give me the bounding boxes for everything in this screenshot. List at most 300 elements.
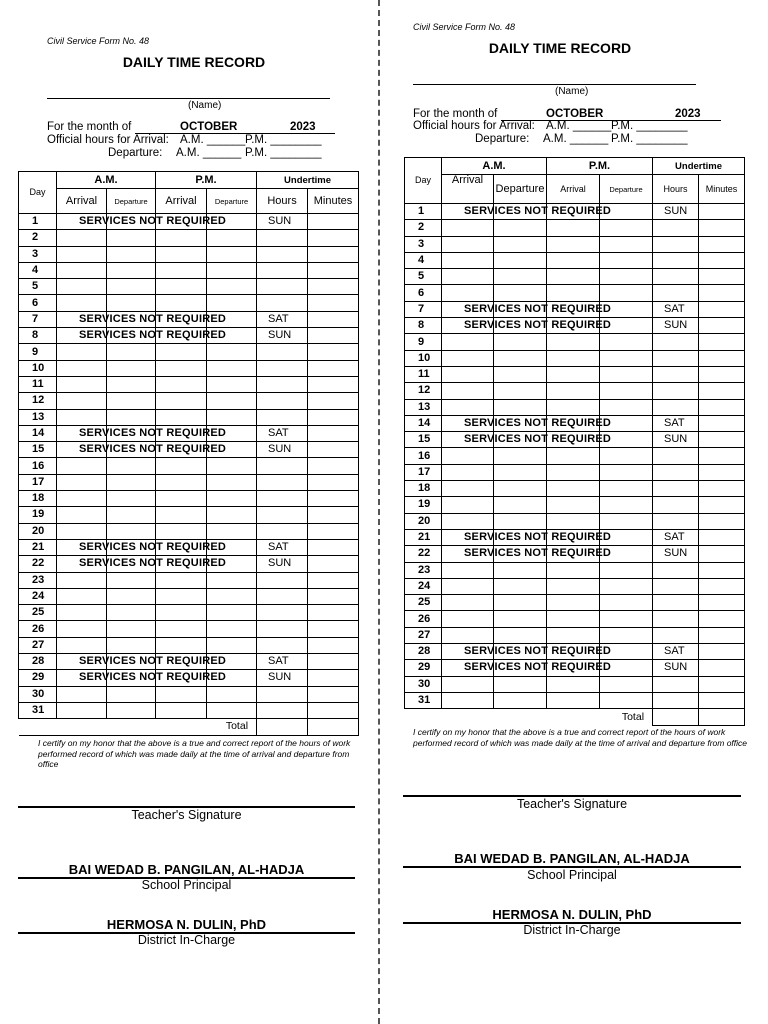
pm-header: P.M.	[156, 172, 257, 189]
am-arrival-cell	[57, 262, 107, 278]
total-hours-cell	[257, 719, 308, 735]
am-departure-cell	[107, 279, 156, 295]
departure-am-field: A.M. ______	[543, 133, 609, 145]
pm-arrival-cell	[547, 644, 600, 660]
pm-arrival-cell	[547, 252, 600, 268]
weekend-mark: SAT	[257, 654, 308, 670]
pm-departure-cell	[207, 262, 257, 278]
am-departure-cell	[494, 627, 547, 643]
pm-departure-cell	[600, 383, 653, 399]
day-row	[405, 350, 745, 366]
pm-arrival-cell	[156, 214, 207, 230]
day-row	[19, 279, 359, 295]
pm-arrival-cell	[156, 425, 207, 441]
am-departure-cell	[107, 654, 156, 670]
pm-arrival-cell	[156, 670, 207, 686]
minutes-cell	[308, 637, 359, 653]
pm-departure-cell	[207, 556, 257, 572]
day-row	[19, 686, 359, 702]
minutes-cell	[308, 491, 359, 507]
pm-departure-cell	[600, 399, 653, 415]
pm-arrival-cell	[547, 660, 600, 676]
am-arrival-cell	[442, 692, 494, 708]
am-departure-cell	[494, 350, 547, 366]
services-not-required-note: SERVICES NOT REQUIRED	[79, 312, 227, 325]
pm-arrival-cell	[547, 236, 600, 252]
pm-arrival-cell	[547, 611, 600, 627]
minutes-cell	[699, 432, 745, 448]
pm-departure-cell	[207, 507, 257, 523]
day-number: 24	[405, 578, 442, 594]
services-not-required-note: SERVICES NOT REQUIRED	[79, 215, 227, 227]
am-departure-cell	[107, 458, 156, 474]
pm-arrival-cell	[156, 344, 207, 360]
day-row	[19, 442, 359, 458]
am-arrival-cell	[442, 529, 612, 545]
day-number: 22	[19, 556, 57, 572]
am-departure-cell	[107, 507, 156, 523]
am-arrival-cell	[442, 318, 612, 334]
am-arrival-cell	[442, 644, 612, 660]
am-departure-cell	[107, 311, 156, 327]
name-label: (Name)	[555, 86, 589, 97]
am-departure-cell	[107, 572, 156, 588]
minutes-cell	[699, 497, 745, 513]
services-not-required-note: SERVICES NOT REQUIRED	[79, 443, 227, 456]
pm-header: P.M.	[547, 158, 653, 175]
am-arrival-cell	[57, 458, 107, 474]
pm-arrival-cell	[547, 627, 600, 643]
departure-pm-field: P.M. ________	[245, 147, 322, 159]
services-not-required-note: SERVICES NOT REQUIRED	[464, 433, 612, 446]
day-row	[19, 637, 359, 653]
pm-departure-cell	[600, 611, 653, 627]
am-arrival-cell	[57, 572, 107, 588]
hours-cell	[257, 507, 308, 523]
am-departure-cell	[494, 513, 547, 529]
dtr-table	[404, 157, 745, 726]
day-row	[405, 611, 745, 627]
pm-departure-cell	[207, 458, 257, 474]
pm-arrival-cell	[156, 572, 207, 588]
day-row	[19, 246, 359, 262]
minutes-cell	[308, 376, 359, 392]
minutes-cell	[308, 556, 359, 572]
pm-arrival-cell	[156, 376, 207, 392]
services-not-required-note: SERVICES NOT REQUIRED	[464, 302, 612, 315]
minutes-cell	[308, 702, 359, 718]
hours-cell	[653, 448, 699, 464]
day-row	[19, 605, 359, 621]
minutes-cell	[308, 246, 359, 262]
am-arrival-cell	[57, 507, 107, 523]
pm-arrival-cell	[156, 702, 207, 718]
minutes-cell	[308, 474, 359, 490]
pm-departure-header: Departure	[600, 175, 653, 204]
pm-departure-cell	[207, 539, 257, 555]
minutes-cell	[308, 458, 359, 474]
am-departure-cell	[494, 611, 547, 627]
name-line	[47, 98, 330, 99]
day-row	[405, 366, 745, 382]
minutes-cell	[699, 562, 745, 578]
day-row	[405, 415, 745, 431]
am-header: A.M.	[442, 158, 547, 175]
day-row	[405, 383, 745, 399]
am-arrival-cell	[57, 279, 107, 295]
pm-departure-cell	[600, 676, 653, 692]
day-number: 8	[405, 318, 442, 334]
minutes-cell	[308, 279, 359, 295]
day-row	[405, 236, 745, 252]
am-arrival-cell	[442, 464, 494, 480]
am-arrival-cell	[442, 236, 494, 252]
pm-departure-cell	[600, 546, 653, 562]
hours-cell	[653, 399, 699, 415]
day-number: 15	[405, 432, 442, 448]
am-arrival-cell	[442, 595, 494, 611]
minutes-cell	[308, 230, 359, 246]
pm-departure-cell	[207, 425, 257, 441]
pm-departure-cell	[207, 637, 257, 653]
pm-arrival-header: Arrival	[156, 189, 207, 214]
am-departure-cell	[494, 285, 547, 301]
am-arrival-cell	[57, 344, 107, 360]
hours-cell	[653, 595, 699, 611]
am-departure-cell	[107, 621, 156, 637]
principal-name: BAI WEDAD B. PANGILAN, AL-HADJA	[454, 851, 690, 866]
pm-arrival-cell	[156, 246, 207, 262]
pm-arrival-cell	[547, 448, 600, 464]
form-title: DAILY TIME RECORD	[122, 54, 266, 70]
day-row	[19, 474, 359, 490]
day-row	[405, 546, 745, 562]
am-arrival-cell	[442, 383, 494, 399]
minutes-cell	[699, 350, 745, 366]
day-number: 14	[405, 415, 442, 431]
pm-arrival-cell	[547, 318, 600, 334]
day-row	[405, 285, 745, 301]
minutes-cell	[699, 595, 745, 611]
am-arrival-cell	[57, 556, 227, 572]
day-number: 17	[405, 464, 442, 480]
minutes-cell	[308, 344, 359, 360]
minutes-cell	[308, 425, 359, 441]
minutes-cell	[308, 214, 359, 230]
pm-departure-cell	[600, 285, 653, 301]
pm-departure-cell	[600, 644, 653, 660]
am-arrival-cell	[57, 605, 107, 621]
district-name: HERMOSA N. DULIN, PhD	[106, 917, 267, 932]
services-not-required-note: SERVICES NOT REQUIRED	[79, 426, 227, 439]
pm-departure-cell	[207, 523, 257, 539]
am-arrival-cell	[442, 448, 494, 464]
departure-pm-field: P.M. ________	[611, 133, 688, 145]
principal-title: School Principal	[527, 868, 617, 882]
day-number: 11	[405, 366, 442, 382]
day-row	[19, 539, 359, 555]
day-number: 27	[19, 637, 57, 653]
dtr-form-left	[0, 0, 360, 1024]
minutes-cell	[699, 399, 745, 415]
weekend-mark: SAT	[257, 425, 308, 441]
day-row	[405, 692, 745, 708]
weekend-mark: SUN	[257, 556, 308, 572]
am-arrival-cell	[57, 654, 227, 670]
am-arrival-cell	[442, 676, 494, 692]
day-row	[19, 621, 359, 637]
dtr-form-right	[398, 0, 758, 1024]
hours-header: Hours	[653, 175, 699, 204]
minutes-cell	[699, 676, 745, 692]
day-number: 28	[405, 644, 442, 660]
minutes-cell	[699, 464, 745, 480]
am-departure-cell	[494, 562, 547, 578]
am-departure-cell	[107, 214, 156, 230]
day-row	[19, 393, 359, 409]
arrival-pm-field: P.M. ________	[245, 134, 322, 146]
day-number: 21	[19, 539, 57, 555]
day-row	[19, 458, 359, 474]
day-number: 4	[405, 252, 442, 268]
minutes-cell	[308, 572, 359, 588]
am-arrival-cell	[442, 334, 494, 350]
day-row	[405, 204, 745, 220]
minutes-cell	[699, 513, 745, 529]
am-departure-cell	[107, 588, 156, 604]
pm-departure-cell	[600, 334, 653, 350]
pm-departure-cell	[207, 442, 257, 458]
services-not-required-note: SERVICES NOT REQUIRED	[464, 319, 612, 332]
day-number: 4	[19, 262, 57, 278]
pm-arrival-cell	[156, 409, 207, 425]
day-row	[19, 360, 359, 376]
am-arrival-cell	[57, 637, 107, 653]
am-departure-cell	[107, 230, 156, 246]
hours-cell	[257, 702, 308, 718]
total-hours-cell	[653, 709, 699, 725]
pm-departure-cell	[207, 376, 257, 392]
am-departure-cell	[107, 605, 156, 621]
am-arrival-cell	[442, 301, 612, 317]
pm-departure-cell	[600, 513, 653, 529]
day-number: 16	[405, 448, 442, 464]
am-arrival-cell	[442, 269, 494, 285]
am-arrival-cell	[57, 328, 227, 344]
am-arrival-cell	[442, 497, 494, 513]
pm-arrival-cell	[547, 432, 600, 448]
hours-cell	[257, 686, 308, 702]
pm-departure-cell	[600, 236, 653, 252]
day-row	[405, 301, 745, 317]
principal-title: School Principal	[141, 878, 232, 892]
day-number: 1	[405, 204, 442, 220]
am-departure-cell	[494, 644, 547, 660]
hours-cell	[653, 269, 699, 285]
minutes-cell	[699, 546, 745, 562]
arrival-hours-label: Official hours for Arrival:	[413, 120, 535, 132]
minutes-cell	[699, 481, 745, 497]
month-value: OCTOBER	[546, 108, 604, 120]
weekend-mark: SAT	[653, 644, 699, 660]
services-not-required-note: SERVICES NOT REQUIRED	[79, 329, 227, 342]
am-arrival-cell	[442, 220, 494, 236]
pm-departure-cell	[207, 670, 257, 686]
hours-cell	[257, 605, 308, 621]
day-row	[19, 230, 359, 246]
day-row	[405, 448, 745, 464]
day-number: 27	[405, 627, 442, 643]
name-label: (Name)	[188, 100, 222, 111]
weekend-mark: SUN	[653, 660, 699, 676]
am-departure-cell	[494, 497, 547, 513]
day-number: 13	[19, 409, 57, 425]
arrival-am-field: A.M. ______	[180, 134, 246, 146]
am-arrival-cell	[57, 214, 227, 230]
day-number: 7	[19, 311, 57, 327]
day-number: 18	[19, 491, 57, 507]
pm-arrival-cell	[547, 204, 600, 220]
weekend-mark: SUN	[257, 214, 308, 230]
day-row	[19, 588, 359, 604]
pm-arrival-cell	[547, 692, 600, 708]
minutes-cell	[308, 670, 359, 686]
pm-arrival-cell	[547, 513, 600, 529]
pm-departure-cell	[600, 627, 653, 643]
pm-arrival-cell	[547, 464, 600, 480]
am-departure-cell	[107, 360, 156, 376]
am-arrival-cell	[442, 366, 494, 382]
services-not-required-note: SERVICES NOT REQUIRED	[79, 540, 227, 553]
pm-arrival-cell	[156, 491, 207, 507]
weekend-mark: SUN	[653, 318, 699, 334]
pm-arrival-cell	[156, 262, 207, 278]
services-not-required-note: SERVICES NOT REQUIRED	[79, 557, 227, 570]
am-arrival-cell	[57, 491, 107, 507]
am-departure-header: Departure	[107, 189, 156, 214]
day-row	[19, 425, 359, 441]
day-number: 3	[19, 246, 57, 262]
minutes-cell	[699, 415, 745, 431]
am-departure-cell	[494, 204, 547, 220]
pm-departure-cell	[600, 432, 653, 448]
am-arrival-header: Arrival	[57, 189, 107, 214]
pm-departure-cell	[207, 360, 257, 376]
pm-departure-cell	[207, 491, 257, 507]
hours-cell	[653, 252, 699, 268]
day-row	[405, 432, 745, 448]
am-departure-cell	[107, 670, 156, 686]
arrival-pm-field: P.M. ________	[611, 120, 688, 132]
services-not-required-note: SERVICES NOT REQUIRED	[464, 547, 612, 560]
day-row	[405, 676, 745, 692]
pm-arrival-cell	[547, 546, 600, 562]
hours-cell	[257, 474, 308, 490]
weekend-mark: SUN	[653, 546, 699, 562]
am-departure-cell	[494, 220, 547, 236]
pm-arrival-cell	[156, 279, 207, 295]
pm-arrival-cell	[156, 507, 207, 523]
am-departure-cell	[494, 595, 547, 611]
services-not-required-note: SERVICES NOT REQUIRED	[464, 645, 612, 658]
day-row	[19, 409, 359, 425]
day-row	[405, 660, 745, 676]
am-arrival-cell	[57, 670, 227, 686]
pm-departure-cell	[207, 474, 257, 490]
pm-arrival-cell	[547, 578, 600, 594]
hours-cell	[257, 637, 308, 653]
district-title: District In-Charge	[523, 923, 621, 937]
minutes-cell	[308, 360, 359, 376]
day-row	[405, 481, 745, 497]
am-departure-cell	[494, 383, 547, 399]
month-value: OCTOBER	[180, 121, 238, 133]
day-number: 23	[19, 572, 57, 588]
pm-arrival-cell	[156, 556, 207, 572]
day-number: 20	[405, 513, 442, 529]
am-header: A.M.	[57, 172, 156, 189]
district-name: HERMOSA N. DULIN, PhD	[492, 907, 652, 922]
principal-name: BAI WEDAD B. PANGILAN, AL-HADJA	[68, 862, 305, 877]
am-arrival-cell	[442, 627, 494, 643]
day-number: 2	[19, 230, 57, 246]
pm-arrival-cell	[156, 539, 207, 555]
pm-departure-cell	[600, 318, 653, 334]
am-arrival-cell	[442, 350, 494, 366]
day-row	[405, 627, 745, 643]
dtr-table	[18, 171, 359, 736]
pm-departure-cell	[207, 686, 257, 702]
month-label: For the month of	[413, 108, 498, 120]
hours-cell	[653, 366, 699, 382]
hours-cell	[653, 578, 699, 594]
pm-arrival-cell	[547, 562, 600, 578]
am-arrival-cell	[57, 230, 107, 246]
am-departure-cell	[494, 318, 547, 334]
am-departure-cell	[107, 539, 156, 555]
minutes-cell	[308, 654, 359, 670]
pm-departure-cell	[207, 654, 257, 670]
am-departure-cell	[107, 686, 156, 702]
day-number: 29	[19, 670, 57, 686]
weekend-mark: SAT	[653, 415, 699, 431]
day-row	[19, 262, 359, 278]
am-arrival-cell	[57, 702, 107, 718]
pm-departure-cell	[207, 295, 257, 311]
am-arrival-cell	[442, 513, 494, 529]
am-departure-cell	[107, 442, 156, 458]
am-departure-cell	[494, 334, 547, 350]
pm-arrival-cell	[547, 285, 600, 301]
minutes-cell	[699, 285, 745, 301]
weekend-mark: SUN	[257, 670, 308, 686]
day-row	[19, 670, 359, 686]
pm-arrival-cell	[156, 474, 207, 490]
pm-arrival-cell	[547, 334, 600, 350]
certification-text: I certify on my honor that the above is a true and correct report of the hours of work performed record of which was made daily at the time of arrival and departure from office	[413, 727, 748, 748]
minutes-cell	[699, 269, 745, 285]
hours-cell	[257, 344, 308, 360]
day-row	[405, 644, 745, 660]
day-number: 9	[19, 344, 57, 360]
am-arrival-cell	[57, 442, 227, 458]
minutes-cell	[699, 301, 745, 317]
am-departure-cell	[494, 676, 547, 692]
hours-cell	[653, 236, 699, 252]
day-row	[19, 507, 359, 523]
day-row	[405, 269, 745, 285]
pm-arrival-header: Arrival	[547, 175, 600, 204]
